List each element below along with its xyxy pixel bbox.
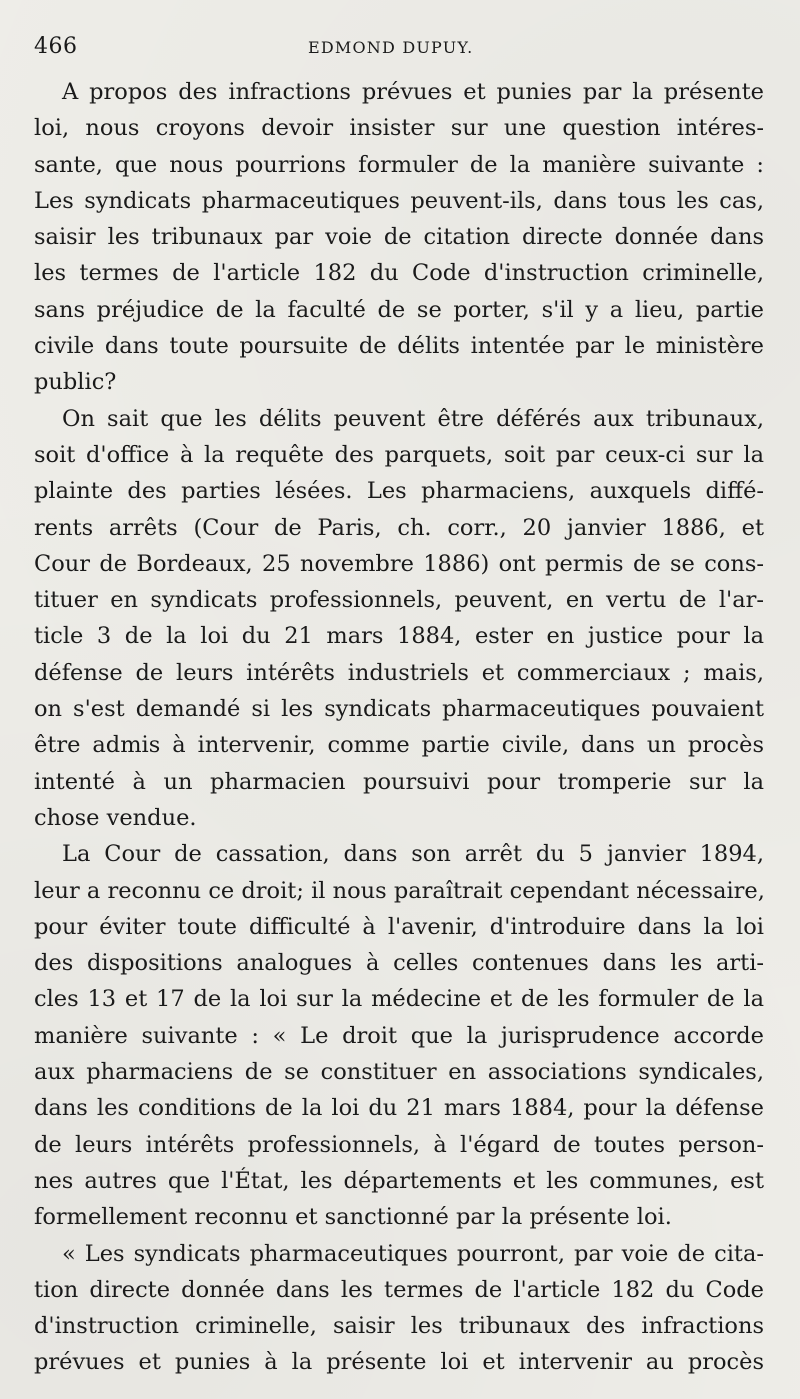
text-line: défense de leurs intérêts industriels et commerciaux ; mais, [34, 659, 764, 686]
text-line: tituer en syndicats professionnels, peuvent, en vertu de l'ar- [34, 587, 764, 614]
text-line: sante, que nous pourrions formuler de la manière suivante : [34, 151, 764, 178]
text-line: les termes de l'article 182 du Code d'instruction criminelle, [34, 260, 764, 287]
text-line: sans préjudice de la faculté de se porter, s'il y a lieu, partie [34, 296, 764, 323]
text-line: saisir les tribunaux par voie de citation directe donnée dans [34, 224, 764, 251]
text-line: manière suivante : « Le droit que la jurisprudence accorde [34, 1022, 764, 1049]
text-line: Les syndicats pharmaceutiques peuvent-ils, dans tous les cas, [34, 187, 764, 214]
text-line: soit d'office à la requête des parquets, soit par ceux-ci sur la [34, 441, 764, 468]
text-line: La Cour de cassation, dans son arrêt du 5 janvier 1894, [62, 841, 764, 868]
text-line: cles 13 et 17 de la loi sur la médecine et de les formuler de la [34, 986, 764, 1013]
text-line: civile dans toute poursuite de délits intentée par le ministère [34, 333, 764, 360]
page-number: 466 [34, 34, 78, 59]
text-line: On sait que les délits peuvent être déférés aux tribunaux, [62, 405, 764, 432]
text-line: Cour de Bordeaux, 25 novembre 1886) ont permis de se cons- [34, 550, 764, 577]
running-head [0, 34, 800, 68]
text-line: rents arrêts (Cour de Paris, ch. corr., 20 janvier 1886, et [34, 514, 764, 541]
text-line: prévues et punies à la présente loi et intervenir au procès [34, 1349, 764, 1376]
text-line: « Les syndicats pharmaceutiques pourront, par voie de cita- [62, 1240, 764, 1267]
text-line: leur a reconnu ce droit; il nous paraîtrait cependant nécessaire, [34, 877, 765, 904]
running-title: EDMOND DUPUY. [308, 38, 474, 57]
text-line: chose vendue. [34, 804, 197, 831]
text-line: A propos des infractions prévues et punies par la présente [62, 79, 764, 105]
body-text [34, 74, 764, 1381]
text-line: de leurs intérêts professionnels, à l'égard de toutes person- [34, 1131, 764, 1158]
text-line: tion directe donnée dans les termes de l'article 182 du Code [34, 1276, 764, 1303]
text-line: plainte des parties lésées. Les pharmaciens, auxquels diffé- [34, 478, 764, 505]
text-line: des dispositions analogues à celles contenues dans les arti- [34, 950, 764, 977]
text-line: intenté à un pharmacien poursuivi pour tromperie sur la [34, 768, 764, 795]
text-line: formellement reconnu et sanctionné par la présente loi. [34, 1204, 672, 1231]
text-line: être admis à intervenir, comme partie civile, dans un procès [34, 732, 764, 759]
text-line: ticle 3 de la loi du 21 mars 1884, ester en justice pour la [34, 623, 764, 650]
text-line: d'instruction criminelle, saisir les tribunaux des infractions [34, 1313, 764, 1340]
text-line: public? [34, 369, 117, 396]
text-line: dans les conditions de la loi du 21 mars 1884, pour la défense [34, 1095, 764, 1122]
text-line: loi, nous croyons devoir insister sur une question intéres- [34, 115, 764, 142]
text-line: pour éviter toute difficulté à l'avenir, d'introduire dans la loi [34, 913, 764, 940]
text-line: on s'est demandé si les syndicats pharmaceutiques pouvaient [34, 696, 764, 723]
text-line: aux pharmaciens de se constituer en associations syndicales, [34, 1059, 764, 1086]
text-line: nes autres que l'État, les départements et les communes, est [34, 1167, 764, 1194]
